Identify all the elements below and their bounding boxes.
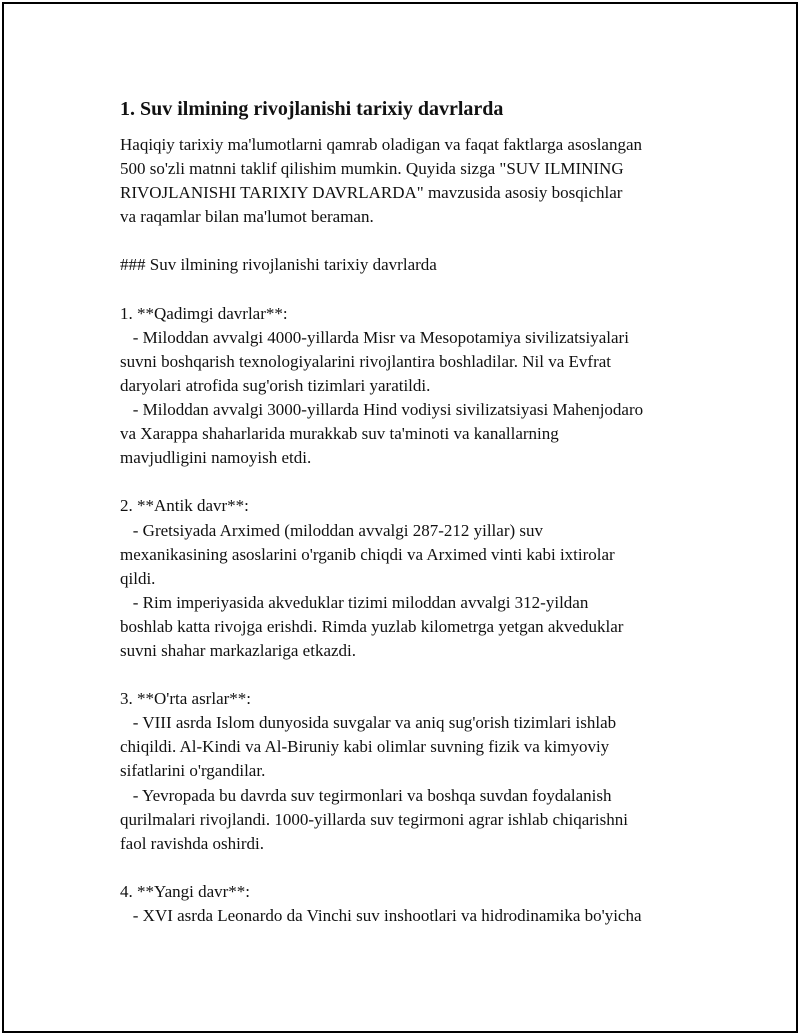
text-line: daryolari atrofida sug'orish tizimlari yaratildi. [120, 375, 431, 395]
document-text [120, 133, 720, 928]
list-heading: 1. **Qadimgi davrlar**: [120, 303, 288, 323]
text-line: sifatlarini o'rgandilar. [120, 761, 266, 781]
text-line: - Miloddan avvalgi 4000-yillarda Misr va Mesopotamiya sivilizatsiyalari [120, 327, 629, 347]
text-line: mexanikasining asoslarini o'rganib chiqdi va Arximed vinti kabi ixtirolar [120, 544, 615, 564]
text-line: - Rim imperiyasida akveduklar tizimi miloddan avvalgi 312-yildan [120, 592, 589, 612]
document-page [2, 2, 798, 1033]
text-line: - Yevropada bu davrda suv tegirmonlari va boshqa suvdan foydalanish [120, 785, 612, 805]
list-heading: 3. **O'rta asrlar**: [120, 689, 251, 709]
text-line: chiqildi. Al-Kindi va Al-Biruniy kabi olimlar suvning fizik va kimyoviy [120, 737, 610, 757]
blank-line [120, 663, 720, 687]
text-line: - XVI asrda Leonardo da Vinchi suv inshootlari va hidrodinamika bo'yicha [120, 906, 642, 925]
blank-line [120, 470, 720, 494]
text-line: RIVOJLANISHI TARIXIY DAVRLARDA" mavzusida asosiy bosqichlar [120, 183, 623, 203]
text-line: - VIII asrda Islom dunyosida suvgalar va aniq sug'orish tizimlari ishlab [120, 713, 617, 733]
text-line: Haqiqiy tarixiy ma'lumotlarni qamrab oladigan va faqat faktlarga asoslangan [120, 135, 643, 154]
document-title: 1. Suv ilmining rivojlanishi tarixiy davrlarda [120, 98, 504, 120]
blank-line [120, 229, 720, 253]
document-body [120, 96, 720, 928]
text-line: qurilmalari rivojlandi. 1000-yillarda suv tegirmoni agrar ishlab chiqarishni [120, 809, 628, 829]
text-line: - Gretsiyada Arximed (miloddan avvalgi 287-212 yillar) suv [120, 520, 544, 540]
text-line: boshlab katta rivojga erishdi. Rimda yuzlab kilometrga yetgan akveduklar [120, 616, 624, 636]
section-heading: ### Suv ilmining rivojlanishi tarixiy davrlarda [120, 255, 437, 275]
list-heading: 4. **Yangi davr**: [120, 881, 251, 901]
text-line: - Miloddan avvalgi 3000-yillarda Hind vodiysi sivilizatsiyasi Mahenjodaro [120, 400, 644, 420]
text-line: mavjudligini namoyish etdi. [120, 448, 312, 468]
blank-line [120, 278, 720, 302]
text-line: suvni shahar markazlariga etkazdi. [120, 640, 357, 660]
text-line: va Xarappa shaharlarida murakkab suv ta'minoti va kanallarning [120, 424, 559, 444]
list-heading: 2. **Antik davr**: [120, 496, 249, 516]
blank-line [120, 856, 720, 880]
text-line: 500 so'zli matnni taklif qilishim mumkin. Quyida sizga "SUV ILMINING [120, 159, 624, 179]
text-line: qildi. [120, 568, 156, 588]
text-line: suvni boshqarish texnologiyalarini rivojlantira boshladilar. Nil va Evfrat [120, 351, 612, 371]
text-line: faol ravishda oshirdi. [120, 833, 264, 853]
text-line: va raqamlar bilan ma'lumot beraman. [120, 207, 374, 227]
